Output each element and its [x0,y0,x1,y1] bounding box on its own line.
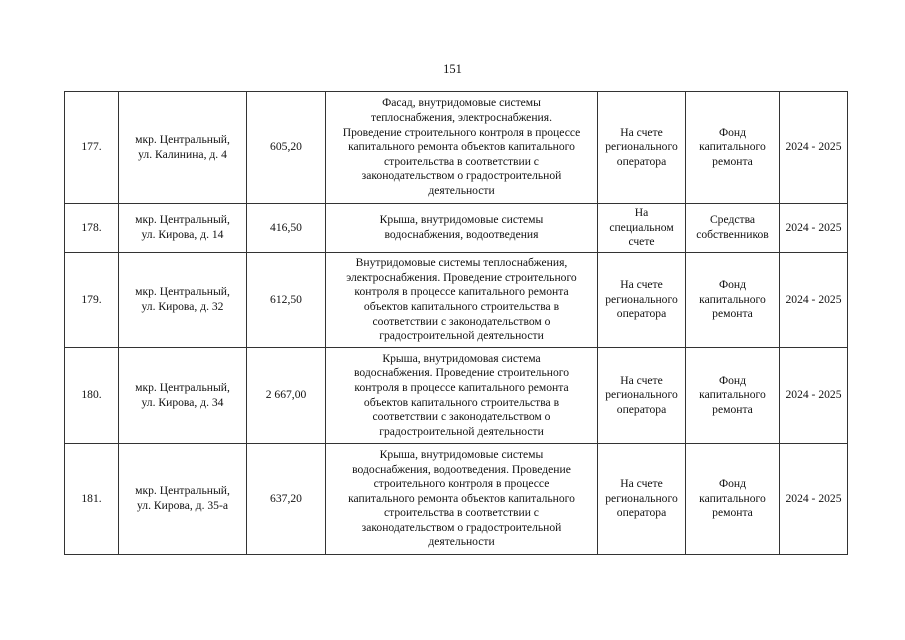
address-text: мкр. Центральный, ул. Кирова, д. 32 [135,285,230,313]
works-text: Фасад, внутридомовые системы теплоснабжения, электроснабжения. Проведение строительного контроля в процессе капитального ремонта объектов капитального строительства в соответствии с законодательством о градостроительной деятельности [342,96,581,197]
account-cell [598,204,686,253]
works-cell [326,348,598,444]
funding-text: Фонд капитального ремонта [699,477,766,520]
repair-works-table [64,91,848,555]
table-row [65,444,848,555]
period-cell: 2024 - 2025 [780,204,848,253]
area-cell: 605,20 [247,92,326,204]
works-text: Крыша, внутридомовые системы водоснабжения, водоотведения. Проведение строительного контроля в процессе капитального ремонта объектов капитального строительства в соответствии с законодательством о градостроительной деятельности [348,447,575,549]
works-text: Крыша, внутридомовая система водоснабжения. Проведение строительного контроля в процессе капитального ремонта объектов капитального строительства в соответствии с законодательством о градостроительной деятельности [353,351,570,438]
row-number-cell: 181. [65,444,119,555]
account-cell [598,444,686,555]
works-text: Внутридомовые системы теплоснабжения, электроснабжения. Проведение строительного контроля в процессе капитального ремонта объектов капитального строительства в соответствии с законодательством о градостроительной деятельности [346,256,577,343]
period-cell: 2024 - 2025 [780,92,848,204]
table-row [65,348,848,444]
address-text: мкр. Центральный, ул. Кирова, д. 35-а [135,484,230,512]
works-text: Крыша, внутридомовые системы водоснабжения, водоотведения [379,213,544,241]
period-cell: 2024 - 2025 [780,253,848,348]
funding-cell [686,348,780,444]
account-text: На специальном счете [609,206,674,249]
area-cell: 612,50 [247,253,326,348]
row-number-cell: 177. [65,92,119,204]
address-cell [119,204,247,253]
row-number-cell: 179. [65,253,119,348]
account-text: На счете регионального оператора [605,278,678,321]
funding-cell [686,253,780,348]
account-text: На счете регионального оператора [605,125,678,168]
address-text: мкр. Центральный, ул. Кирова, д. 14 [135,213,230,241]
account-cell [598,92,686,204]
funding-text: Средства собственников [696,213,769,241]
works-cell [326,92,598,204]
address-cell [119,444,247,555]
account-text: На счете регионального оператора [605,477,678,520]
funding-cell [686,92,780,204]
address-cell [119,253,247,348]
works-cell [326,444,598,555]
address-text: мкр. Центральный, ул. Калинина, д. 4 [135,132,230,161]
table-row [65,204,848,253]
area-cell: 2 667,00 [247,348,326,444]
account-cell [598,348,686,444]
address-cell [119,348,247,444]
area-cell: 416,50 [247,204,326,253]
page-number: 151 [443,62,462,76]
period-cell: 2024 - 2025 [780,348,848,444]
area-cell: 637,20 [247,444,326,555]
funding-text: Фонд капитального ремонта [699,373,766,416]
funding-text: Фонд капитального ремонта [699,278,766,321]
works-cell [326,253,598,348]
row-number-cell: 178. [65,204,119,253]
address-text: мкр. Центральный, ул. Кирова, д. 34 [135,380,230,409]
address-cell [119,92,247,204]
funding-cell [686,204,780,253]
funding-cell [686,444,780,555]
funding-text: Фонд капитального ремонта [699,125,766,168]
row-number-cell: 180. [65,348,119,444]
table-row [65,92,848,204]
period-cell: 2024 - 2025 [780,444,848,555]
table-row [65,253,848,348]
account-text: На счете регионального оператора [605,373,678,416]
account-cell [598,253,686,348]
works-cell [326,204,598,253]
